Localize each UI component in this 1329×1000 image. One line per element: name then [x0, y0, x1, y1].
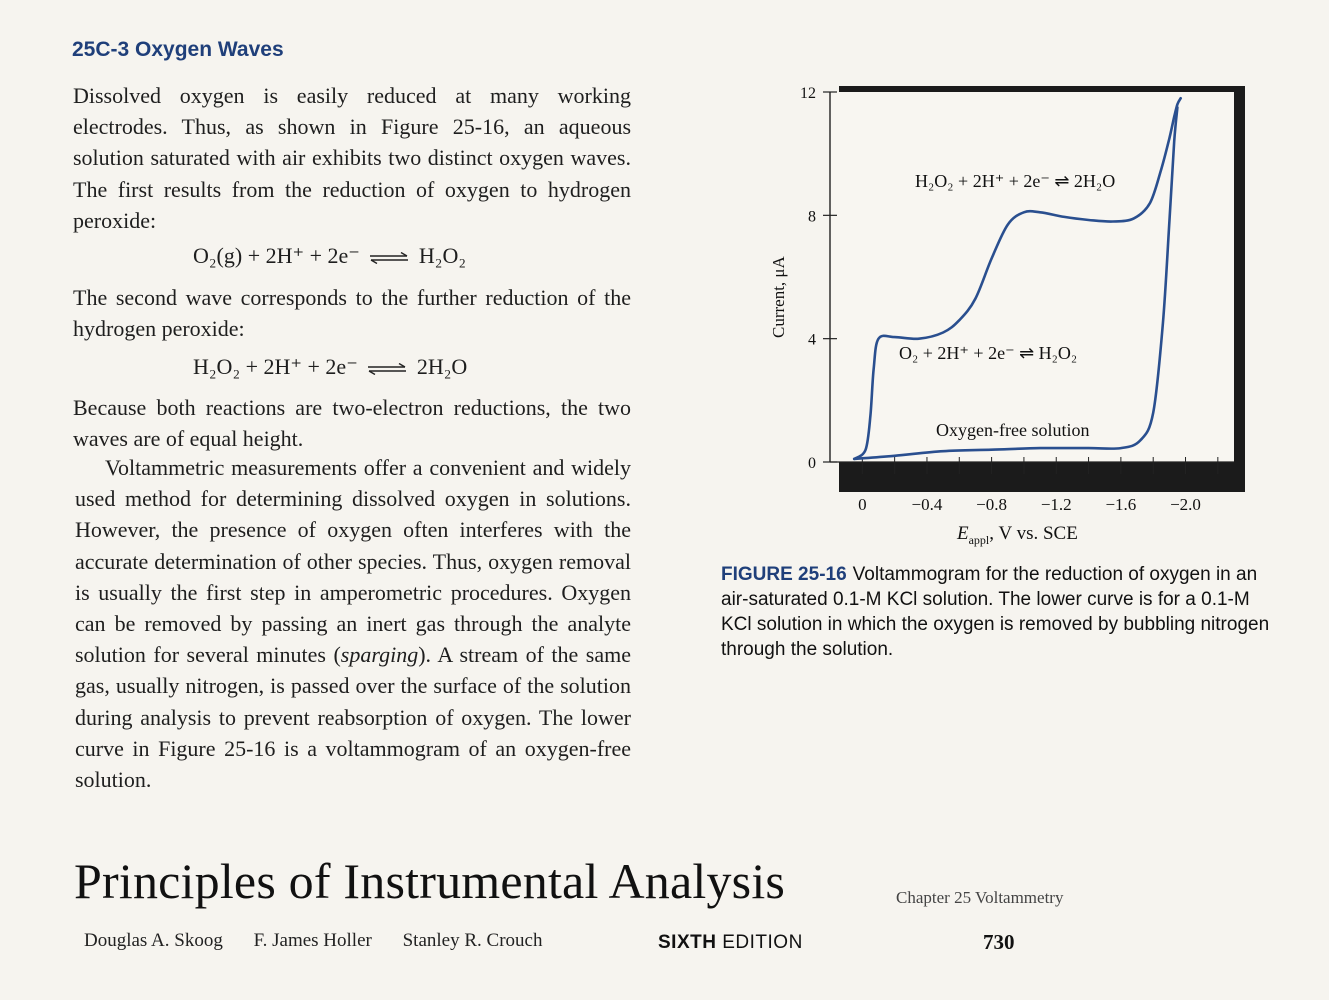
x-tick-label: 0 [858, 495, 867, 514]
annotation-first-wave: O₂ + 2H⁺ + 2e⁻ ⇌ H₂O₂ [899, 343, 1078, 363]
paragraph-4-text-a: Voltammetric measurements offer a convenient and widely used method for determining dissolved oxygen in solutions. However, the presence of oxygen often interferes with the accurate determination of other species. Thus, oxygen removal is usually the first step in amperometric procedures. Oxygen can be removed by passing an inert gas through the analyte solution for several minutes ( [75, 455, 631, 668]
equation-2 [193, 354, 467, 380]
x-tick-label: −1.2 [1040, 495, 1072, 514]
equation-2-right: 2H₂O [416, 354, 468, 379]
x-axis-label [956, 523, 1078, 547]
y-axis-label: Current, μA [769, 256, 788, 338]
equation-1-left: O₂(g) + 2H⁺ + 2e⁻ [193, 243, 360, 268]
equation-2-left: H₂O₂ + 2H⁺ + 2e⁻ [193, 354, 358, 379]
author: Stanley R. Crouch [402, 930, 543, 951]
y-tick-label: 12 [800, 85, 816, 102]
equilibrium-arrow-icon [369, 252, 409, 264]
y-tick-label: 8 [808, 208, 816, 226]
author: F. James Holler [253, 930, 372, 951]
x-axis-label-main: E [957, 523, 969, 544]
paragraph-4-text-b: ). A stream of the same gas, usually nitrogen, is passed over the surface of the solution during analysis to prevent reabsorption of oxygen. The lower curve in Figure 25-16 is a voltammogram of an oxygen-free solution. [75, 642, 631, 793]
annotation-oxygen-free: Oxygen-free solution [936, 420, 1090, 440]
paragraph-1-text: Dissolved oxygen is easily reduced at many working electrodes. Thus, as shown in Figure 25-16, an aqueous solution saturated with air exhibits two distinct oxygen waves. The first results from the reduction of oxygen to hydrogen peroxide: [73, 83, 631, 233]
x-tick-label: −0.8 [976, 495, 1008, 514]
paragraph-2: The second wave corresponds to the further reduction of the hydrogen peroxide: [73, 285, 631, 342]
paragraph-3: Because both reactions are two-electron reductions, the two waves are of equal height. [73, 395, 631, 452]
author: Douglas A. Skoog [84, 930, 223, 951]
y-tick-label: 4 [808, 331, 816, 349]
x-tick-label: −2.0 [1170, 495, 1201, 514]
edition-number: SIXTH [658, 932, 717, 953]
x-tick-label: −0.4 [911, 495, 943, 514]
authors [84, 930, 568, 952]
paragraph-4 [75, 452, 631, 795]
y-tick-label: 0 [808, 455, 816, 472]
equilibrium-arrow-icon [367, 363, 407, 375]
equation-1 [193, 243, 466, 269]
x-axis-label-sub: appl [968, 533, 990, 547]
paragraph-4-emphasis: sparging [340, 642, 419, 668]
figure-caption [721, 562, 1281, 662]
edition [658, 932, 803, 954]
figure-label: FIGURE 25-16 [721, 564, 847, 585]
page-number: 730 [983, 930, 1015, 954]
x-axis-label-rest: , V vs. SCE [989, 523, 1078, 544]
equation-1-right: H₂O₂ [418, 243, 467, 268]
section-heading: 25C-3 Oxygen Waves [72, 38, 284, 61]
book-title: Principles of Instrumental Analysis [74, 853, 786, 909]
paragraph-1 [73, 80, 631, 236]
x-tick-label: −1.6 [1105, 495, 1137, 514]
edition-word: EDITION [716, 932, 803, 953]
figure-caption-text: Voltammogram for the reduction of oxygen in an air-saturated 0.1-M KCl solution. The lower curve is for a 0.1-M KCl solution in which the oxygen is removed by bubbling nitrogen through the solution. [721, 564, 1270, 660]
chapter-label: Chapter 25 Voltammetry [896, 888, 1064, 907]
annotation-second-wave: H₂O₂ + 2H⁺ + 2e⁻ ⇌ 2H₂O [915, 171, 1116, 191]
voltammogram-chart [745, 78, 1265, 548]
